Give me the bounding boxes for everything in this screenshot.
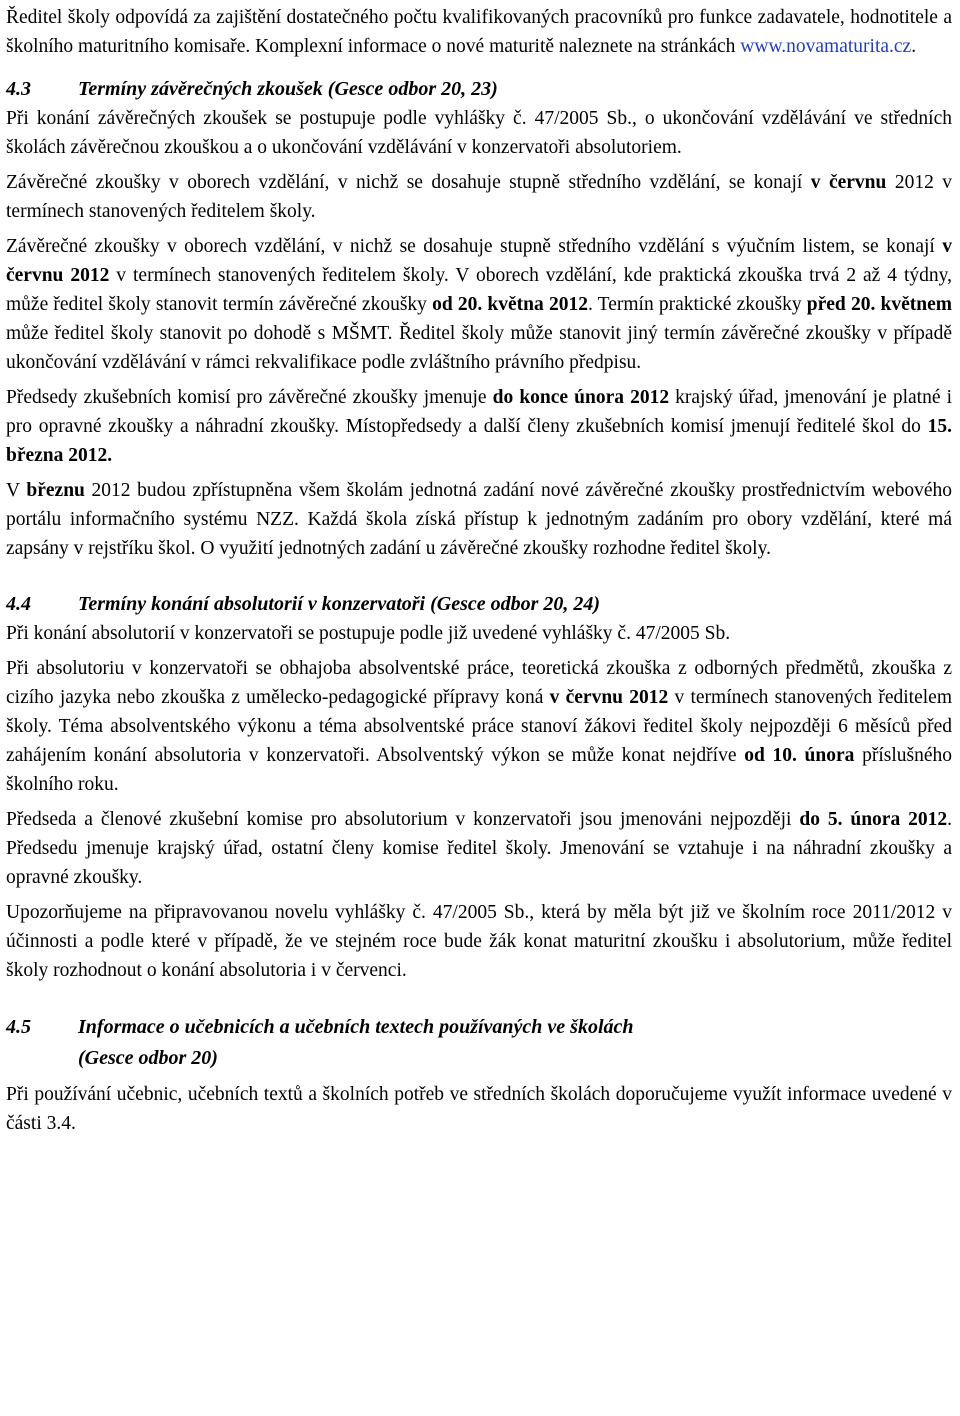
section-number: 4.4 <box>6 593 31 615</box>
paragraph: Při absolutoriu v konzervatoři se obhajoba absolventské práce, teoretická zkouška z odborných předmětů, zkouška z cizího jazyka nebo zkouška z umělecko-pedagogické přípravy koná v červnu 2012 v termínech stanovených ředitelem školy. Téma absolventského výkonu a téma absolventské práce stanoví žákovi ředitel školy nejpozději 6 měsíců před zahájením konání absolutoria v konzervatoři. Absolventský výkon se může konat nejdříve od 10. února příslušného školního roku. <box>6 658 952 795</box>
paragraph: Závěrečné zkoušky v oborech vzdělání, v nichž se dosahuje stupně středního vzdělání, se konají v červnu 2012 v termínech stanovených ředitelem školy. <box>6 172 953 222</box>
section-title: Termíny konání absolutorií v konzervatoři (Gesce odbor 20, 24) <box>78 593 601 615</box>
paragraph: Při používání učebnic, učebních textů a školních potřeb ve středních školách doporučujeme využít informace uvedené v části 3.4. <box>6 1084 952 1134</box>
paragraph: Při konání závěrečných zkoušek se postupuje podle vyhlášky č. 47/2005 Sb., o ukončování vzdělávání ve středních školách závěrečnou zkouškou a o ukončování vzdělávání v konzervatoři absolutoriem. <box>6 108 952 158</box>
section-heading-4-5 <box>6 1013 952 1042</box>
intro-text-end: . <box>911 36 917 57</box>
paragraph: Předseda a členové zkušební komise pro absolutorium v konzervatoři jsou jmenováni nejpozději do 5. února 2012. Předsedu jmenuje krajský úřad, ostatní členy komise ředitel školy. Jmenování se vztahuje i na náhradní zkoušky a opravné zkoušky. <box>6 809 952 888</box>
section-number: 4.3 <box>6 78 31 100</box>
spacer <box>6 569 952 590</box>
paragraph: Závěrečné zkoušky v oborech vzdělání, v nichž se dosahuje stupně středního vzdělání s výučním listem, se konají v červnu 2012 v termínech stanovených ředitelem školy. V oborech vzdělání, kde praktická zkouška trvá 2 až 4 týdny, může ředitel školy stanovit termín závěrečné zkoušky od 20. května 2012. Termín praktické zkoušky před 20. květnem může ředitel školy stanovit po dohodě s MŠMT. Ředitel školy může stanovit jiný termín závěrečné zkoušky v případě ukončování vzdělávání v rámci rekvalifikace podle zvláštního právního předpisu. <box>6 236 952 373</box>
section-title: Termíny závěrečných zkoušek (Gesce odbor 20, 23) <box>78 78 498 100</box>
paragraph: Při konání absolutorií v konzervatoři se postupuje podle již uvedené vyhlášky č. 47/2005 Sb. <box>6 623 731 644</box>
paragraph: V březnu 2012 budou zpřístupněna všem školám jednotná zadání nové závěrečné zkoušky prostřednictvím webového portálu informačního systému NZZ. Každá škola získá přístup k jednotným zadáním pro obory vzdělání, které má zapsány v rejstříku škol. O využití jednotných zadání u závěrečné zkoušky rozhodne ředitel školy. <box>6 480 953 559</box>
intro-paragraph <box>6 3 952 61</box>
section-heading-4-3 <box>6 75 952 104</box>
paragraph: Předsedy zkušebních komisí pro závěrečné zkoušky jmenuje do konce února 2012 krajský úřad, jmenování je platné i pro opravné zkoušky a náhradní zkoušky. Místopředsedy a další členy zkušebních komisí jmenují ředitelé škol do 15. března 2012. <box>6 387 952 466</box>
section-4-5 <box>6 1013 952 1138</box>
section-number: 4.5 <box>6 1016 31 1038</box>
section-subtitle: (Gesce odbor 20) <box>78 1047 218 1069</box>
section-4-3 <box>6 75 952 563</box>
section-heading-block-4-5 <box>6 1013 952 1074</box>
section-4-4 <box>6 590 952 985</box>
paragraph: Upozorňujeme na připravovanou novelu vyhlášky č. 47/2005 Sb., která by měla být již ve školním roce 2011/2012 v účinnosti a podle které v případě, že ve stejném roce bude žák konat maturitní zkoušku i absolutorium, může ředitel školy rozhodnout o konání absolutoria i v červenci. <box>6 902 952 981</box>
section-title: Informace o učebnicích a učebních textech používaných ve školách <box>78 1016 634 1038</box>
novamaturita-link[interactable]: www.novamaturita.cz <box>740 36 912 57</box>
spacer <box>6 991 952 1013</box>
section-heading-4-4 <box>6 590 952 619</box>
intro-text: Ředitel školy odpovídá za zajištění dostatečného počtu kvalifikovaných pracovníků pro funkce zadavatele, hodnotitele a školního maturitního komisaře. Komplexní informace o nové maturitě naleznete na stránkách <box>6 7 952 57</box>
